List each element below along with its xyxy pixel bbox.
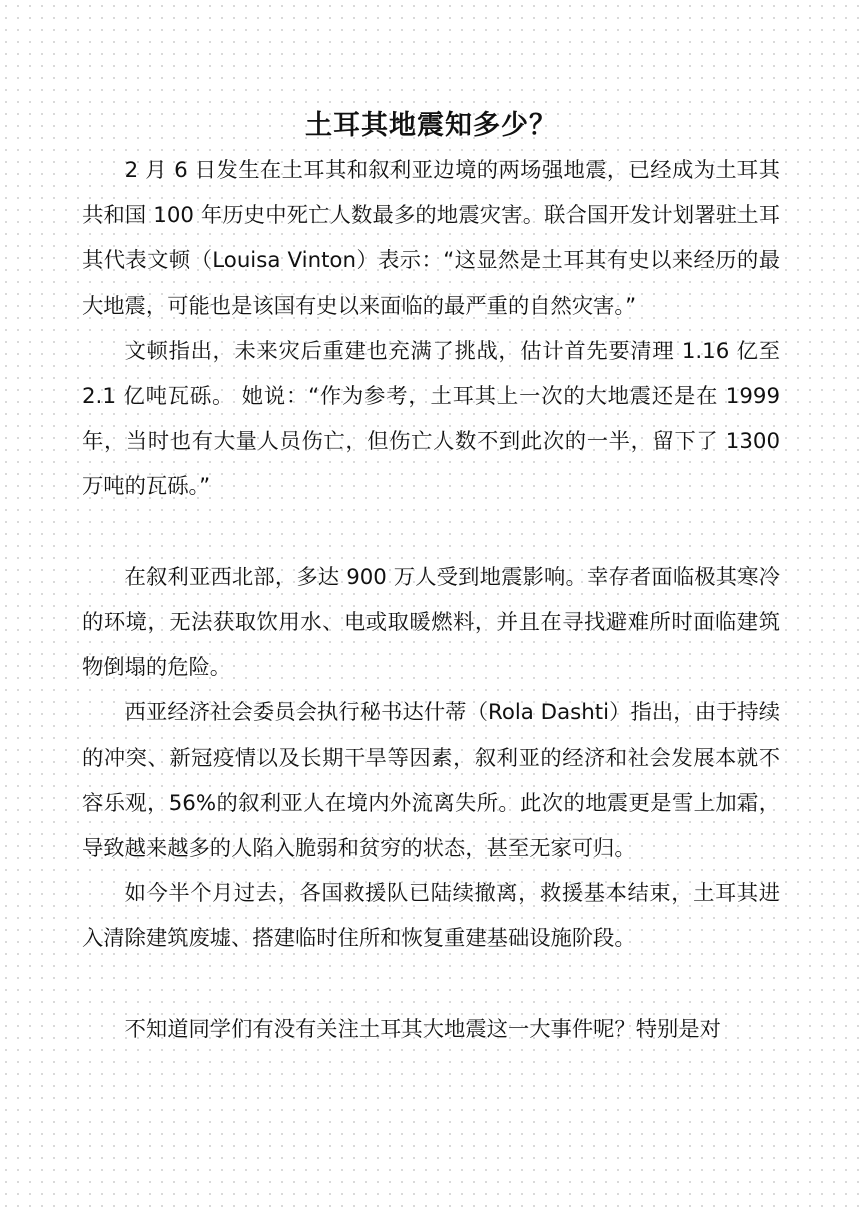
paragraph-4: 西亚经济社会委员会执行秘书达什蒂（Rola Dashti）指出，由于持续的冲突、新冠疫情以及长期干旱等因素，叙利亚的经济和社会发展本就不容乐观，56%的叙利亚人在境内外流离失所。此次的地震更是雪上加霜，导致越来越多的人陷入脆弱和贫穷的状态，甚至无家可归。 [82,700,780,862]
paragraph-5: 如今半个月过去，各国救援队已陆续撤离，救援基本结束，土耳其进入清除建筑废墟、搭建临时住所和恢复重建基础设施阶段。 [82,881,780,952]
paragraph-3: 在叙利亚西北部，多达 900 万人受到地震影响。幸存者面临极其寒冷的环境，无法获取饮用水、电或取暖燃料，并且在寻找避难所时面临建筑物倒塌的危险。 [82,564,780,681]
paragraph-1: 2 月 6 日发生在土耳其和叙利亚边境的两场强地震，已经成为土耳其共和国 100 年历史中死亡人数最多的地震灾害。联合国开发计划署驻土耳其代表文顿（Louisa Vinton）表示：“这显然是土耳其有史以来经历的最大地震，可能也是该国有史以来面临的最严重的自然灾害。” [82,158,780,319]
paragraph-6: 不知道同学们有没有关注土耳其大地震这一大事件呢？特别是对 [124,1016,721,1042]
document-title: 土耳其地震知多少？ [305,110,557,141]
blank-line [82,510,780,555]
blank-line [82,962,780,1007]
paragraph-2: 文顿指出，未来灾后重建也充满了挑战，估计首先要清理 1.16 亿至 2.1 亿吨瓦砾。 她说：“作为参考，土耳其上一次的大地震还是在 1999 年，当时也有大量人员伤亡，但伤亡人数不到此次的一半，留下了 1300 万吨的瓦砾。” [82,338,780,500]
